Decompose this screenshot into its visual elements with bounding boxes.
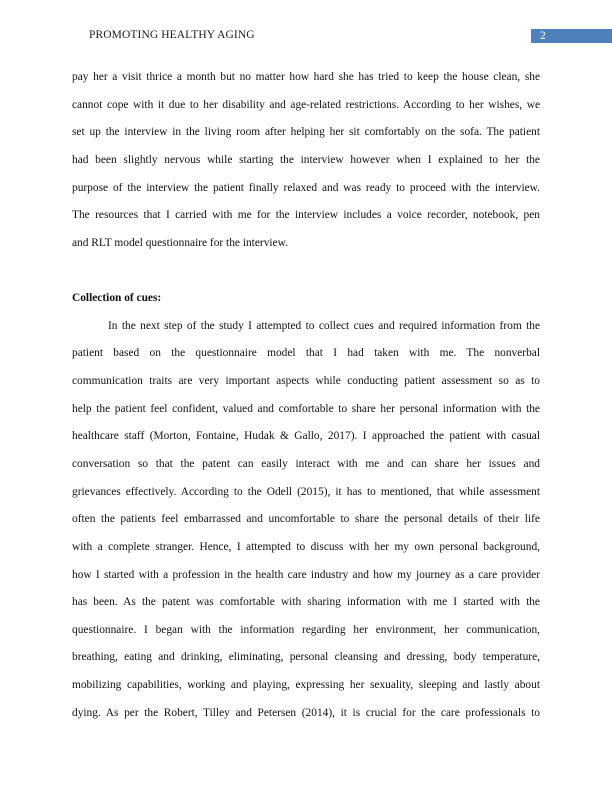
text-line: patient based on the questionnaire model that I had taken with me. The nonverbal [72,347,540,360]
text-line: questionnaire. I began with the information regarding her environment, her communication, [72,623,540,636]
text-line: help the patient feel confident, valued and comfortable to share her personal information with the [72,402,540,415]
page-number-box [531,29,612,43]
header-title: PROMOTING HEALTHY AGING [89,29,255,41]
text-line: mobilizing capabilities, working and playing, expressing her sexuality, sleeping and lastly about [72,679,540,692]
text-line: had been slightly nervous while starting the interview however when I explained to her the [72,153,540,166]
text-line: grievances effectively. According to the Odell (2015), it has to mentioned, that while assessment [72,485,540,498]
text-line: healthcare staff (Morton, Fontaine, Hudak & Gallo, 2017). I approached the patient with casual [72,430,540,443]
paragraph-1 [72,64,540,257]
text-line: has been. As the patent was comfortable with sharing information with me I started with the [72,596,540,609]
text-line: The resources that I carried with me for the interview includes a voice recorder, notebook, pen [72,209,540,222]
text-line: with a complete stranger. Hence, I attempted to discuss with her my own personal background, [72,540,540,553]
text-line: communication traits are very important aspects while conducting patient assessment so as to [72,375,540,388]
text-line: pay her a visit thrice a month but no matter how hard she has tried to keep the house clean, she [72,71,540,83]
body-text [72,64,540,727]
text-line: often the patients feel embarrassed and uncomfortable to share the personal details of their life [72,513,540,526]
text-line: set up the interview in the living room after helping her sit comfortably on the sofa. The patient [72,126,540,139]
text-line: and RLT model questionnaire for the interview. [72,236,288,249]
text-line: breathing, eating and drinking, eliminating, personal cleansing and dressing, body temperature, [72,651,540,664]
page-number: 2 [540,30,546,42]
text-line: how I started with a profession in the health care industry and how my journey as a care provider [72,568,540,581]
text-line: purpose of the interview the patient finally relaxed and was ready to proceed with the interview. [72,181,540,194]
text-line: cannot cope with it due to her disability and age-related restrictions. According to her wishes, we [72,98,540,111]
text-line: In the next step of the study I attempted to collect cues and required information from the [108,319,540,332]
text-line: conversation so that the patent can easily interact with me and can share her issues and [72,457,540,470]
section-heading: Collection of cues: [72,292,162,305]
spacer [72,257,540,285]
text-line: dying. As per the Robert, Tilley and Petersen (2014), it is crucial for the care professionals to [72,706,540,719]
paragraph-2 [72,313,540,728]
